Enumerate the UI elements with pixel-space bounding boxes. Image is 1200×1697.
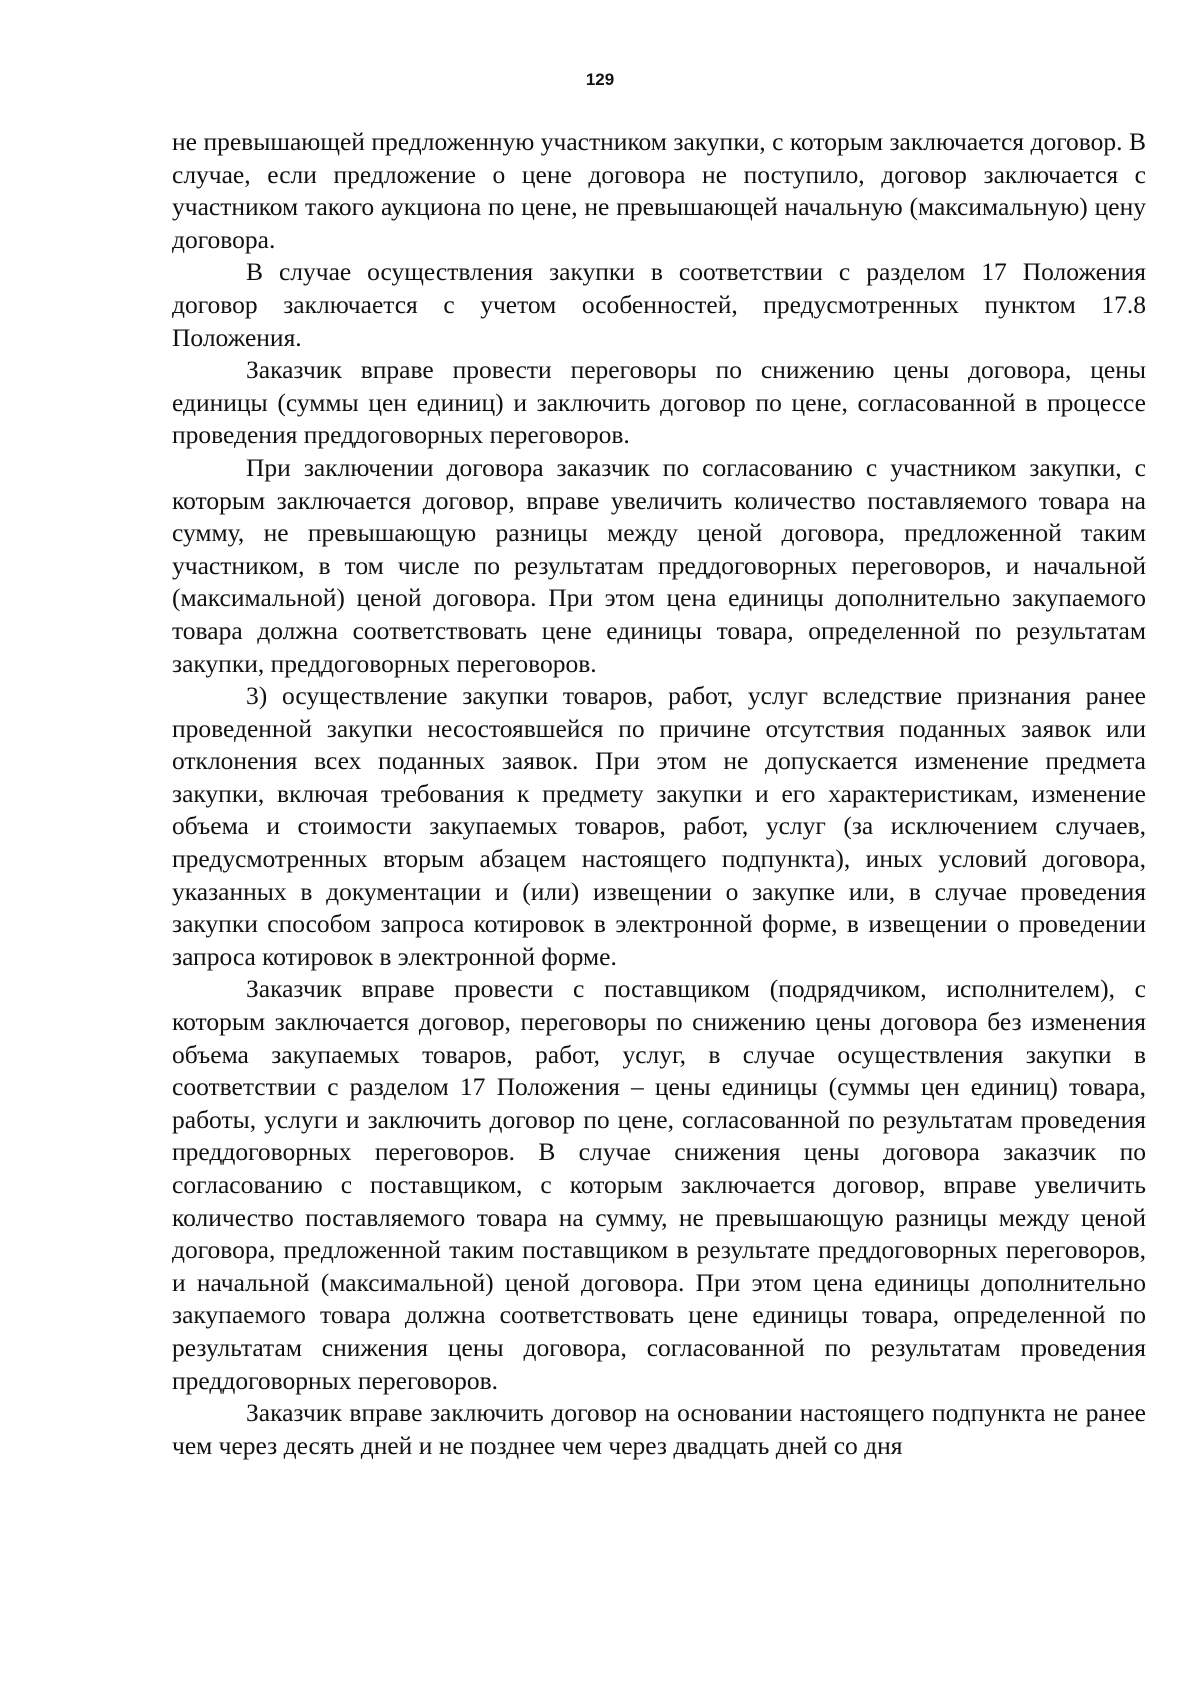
paragraph-contract-timing: Заказчик вправе заключить договор на основании настоящего подпункта не ранее чем через десять дней и не позднее чем через двадцать дней со дня	[172, 1398, 1146, 1460]
paragraph-subclause-3: 3) осуществление закупки товаров, работ, услуг вследствие признания ранее проведенной закупки несостоявшейся по причине отсутствия поданных заявок или отклонения всех поданных заявок. При этом не допускается изменение предмета закупки, включая требования к предмету закупки и его характеристикам, изменение объема и стоимости закупаемых товаров, работ, услуг (за исключением случаев, предусмотренных вторым абзацем настоящего подпункта), иных условий договора, указанных в документации и (или) извещении о закупке или, в случае проведения закупки способом запроса котировок в электронной форме, в извещении о проведении запроса котировок в электронной форме.	[172, 681, 1146, 971]
paragraph-quantity-increase: При заключении договора заказчик по согласованию с участником закупки, с которым заключается договор, вправе увеличить количество поставляемого товара на сумму, не превышающую разницы между ценой договора, предложенной таким участником, в том числе по результатам преддоговорных переговоров, и начальной (максимальной) ценой договора. При этом цена единицы дополнительно закупаемого товара должна соответствовать цене единицы товара, определенной по результатам закупки, преддоговорных переговоров.	[172, 452, 1146, 678]
paragraph-price-negotiation: Заказчик вправе провести переговоры по снижению цены договора, цены единицы (суммы цен единиц) и заключить договор по цене, согласованной в процессе проведения преддоговорных переговоров.	[172, 355, 1146, 450]
paragraph-continuation: не превышающей предложенную участником закупки, с которым заключается договор. В случае, если предложение о цене договора не поступило, договор заключается с участником такого аукциона по цене, не превышающей начальную (максимальную) цену договора.	[172, 127, 1146, 254]
paragraph-section-17: В случае осуществления закупки в соответствии с разделом 17 Положения договор заключается с учетом особенностей, предусмотренных пунктом 17.8 Положения.	[172, 257, 1146, 352]
document-body	[172, 126, 1146, 1462]
paragraph-supplier-negotiation: Заказчик вправе провести с поставщиком (подрядчиком, исполнителем), с которым заключается договор, переговоры по снижению цены договора без изменения объема закупаемых товаров, работ, услуг, в случае осуществления закупки в соответствии с разделом 17 Положения – цены единицы (суммы цен единиц) товара, работы, услуги и заключить договор по цене, согласованной по результатам проведения преддоговорных переговоров. В случае снижения цены договора заказчик по согласованию с поставщиком, с которым заключается договор, вправе увеличить количество поставляемого товара на сумму, не превышающую разницы между ценой договора, предложенной таким поставщиком в результате преддоговорных переговоров, и начальной (максимальной) ценой договора. При этом цена единицы дополнительно закупаемого товара должна соответствовать цене единицы товара, определенной по результатам снижения цены договора, согласованной по результатам проведения преддоговорных переговоров.	[172, 974, 1146, 1395]
page-number: 129	[585, 70, 615, 89]
